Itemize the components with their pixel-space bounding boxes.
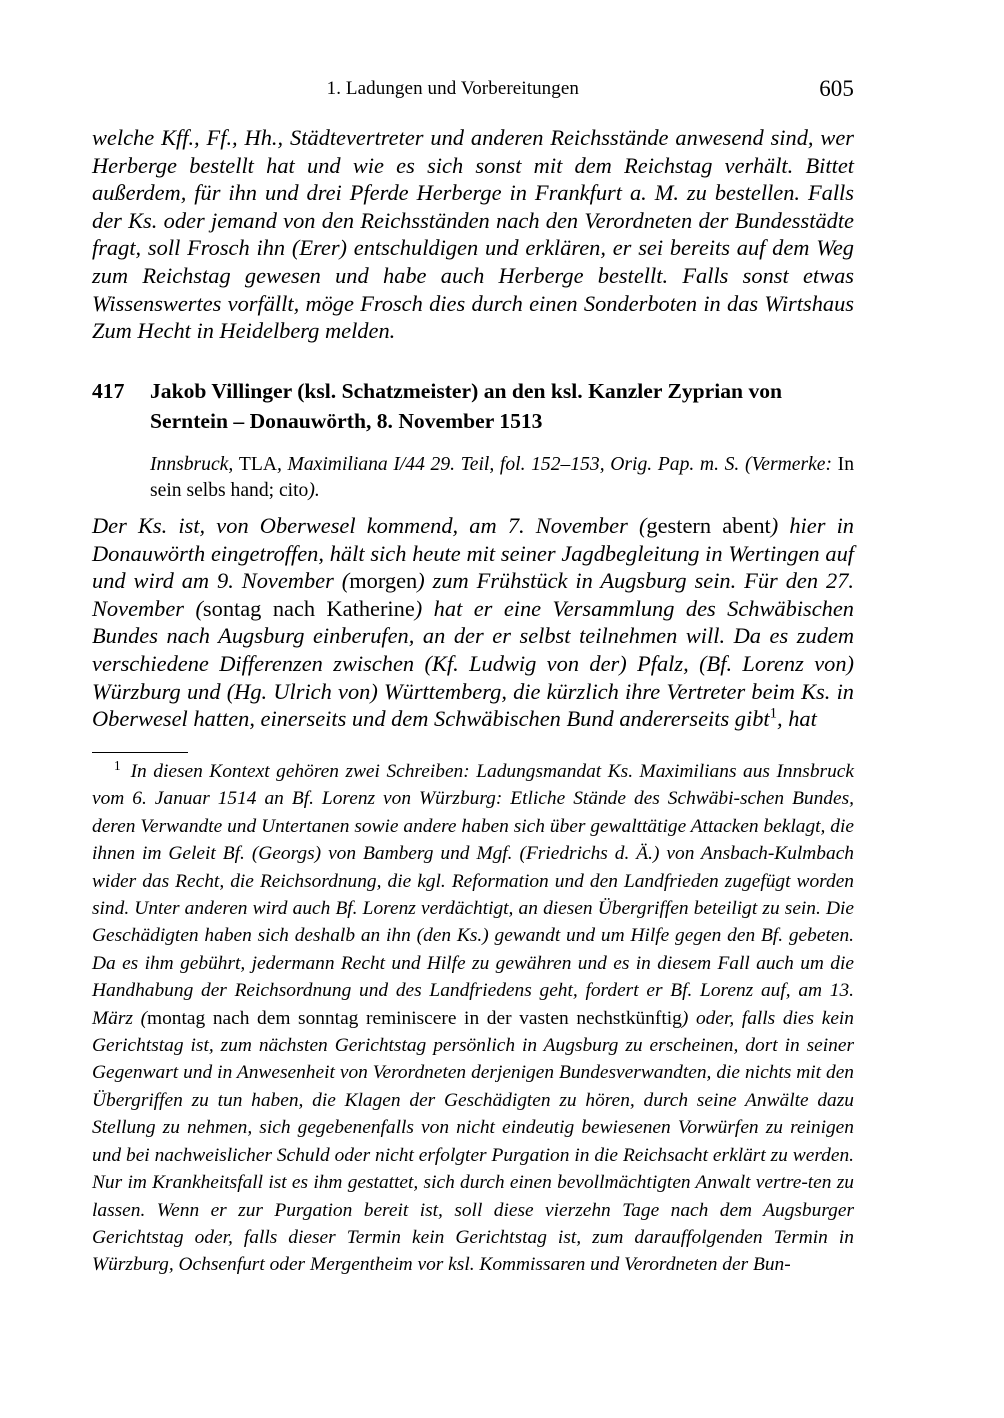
running-head [92, 76, 854, 104]
quoted-source-text: TLA [238, 454, 277, 475]
text-run: ) zum Frühstück in Augsburg sein. Für den 27. November ( [92, 568, 854, 621]
entry-title: Jakob Villinger (ksl. Schatzmeister) an den ksl. Kanzler Zyprian von Serntein – Donauwörth, 8. November 1513 [150, 379, 783, 433]
text-run: welche Kff., Ff., Hh., Städtevertreter und anderen Reichsstände anwesend sind, wer Herberge bestellt hat und wie es sich sonst mit dem Reichstag verhält. Bittet außerdem, für ihn und drei Pferde Herberge in Frankfurt a. M. zu bestellen. Falls der Ks. oder jemand von den Reichsständen nach den Verordneten der Bundesstädte fragt, soll Frosch ihn (Erer) entschuldigen und erklären, er sei bereits auf dem Weg zum Reichstag gewesen und habe auch Herberge bestellt. Falls sonst etwas Wissenswertes vorfällt, möge Frosch dies durch einen Sonderboten in das Wirtshaus Zum Hecht in Heidelberg melden. [92, 125, 854, 344]
text-run: Innsbruck, [150, 454, 239, 475]
archival-citation [150, 452, 854, 504]
footnote-body [92, 761, 854, 1275]
text-run: ) hat er eine Versammlung des Schwäbischen Bundes nach Augsburg einberufen, an der er selbst teilnehmen will. Da es zudem verschiedene Differenzen zwischen (Kf. Ludwig von der) Pfalz, (Bf. Lorenz von) Würzburg und (Hg. Ulrich von) Württemberg, die kürzlich ihre Vertreter beim Ks. in Oberwesel hatten, einerseits und dem Schwäbischen Bund andererseits gibt [92, 595, 855, 732]
footnote-1 [92, 758, 854, 1279]
page-number: 605 [819, 76, 854, 101]
footnote-reference[interactable]: 1 [769, 705, 778, 722]
footnote-separator-rule [92, 752, 188, 753]
regest-paragraph [92, 512, 854, 733]
quoted-source-text: sontag nach Katherine [202, 595, 415, 621]
text-run: , Maximiliana I/44 29. Teil, fol. 152–153, Orig. Pap. m. S. (Vermerke: [277, 454, 838, 475]
text-run: ) oder, falls dies kein Gerichtstag ist, zum nächsten Gerichtstag persönlich in Augsburg zu erscheinen, dort in seiner Gegenwart und in Anwesenheit von Verordneten derjenigen Bundesverwandten, die nichts mit den Übergriffen zu tun haben, die Klagen der Geschädigten zu hören, durch seine Anwälte dazu Stellung zu nehmen, sich gegebenenfalls von nicht eindeutig bewiesenen Vorwürfen zu reinigen und bei nachweislicher Schuld oder nicht erfolgter Purgation in die Reichsacht erklärt zu werden. Nur im Krankheitsfall ist es ihm gestattet, sich durch einen bevollmächtigten Anwalt vertre-ten zu lassen. Wenn er zur Purgation bereit ist, soll diese vierzehn Tage nach dem Augsburger Gerichtstag oder, falls dieser Termin kein Gerichtstag ist, zum darauffolgenden Termin in Würzburg, Ochsenfurt oder Mergentheim vor ksl. Kommissaren und Verordneten der Bun- [92, 1007, 855, 1276]
quoted-source-text: morgen [349, 568, 418, 594]
running-head-title: 1. Ladungen und Vorbereitungen [326, 78, 580, 99]
quoted-source-text: gestern abent [646, 513, 771, 538]
entry-heading [92, 376, 854, 436]
entry-number: 417 [92, 379, 125, 403]
text-run: , hat [777, 706, 817, 732]
quoted-source-text: montag nach dem sonntag reminiscere in der vasten nechstkünftig [147, 1007, 682, 1029]
text-run: Der Ks. ist, von Oberwesel kommend, am 7. November ( [92, 513, 647, 538]
quoted-source-text: In sein selbs hand; cito [150, 454, 854, 501]
document-page [92, 0, 854, 1418]
footnote-marker: 1 [114, 757, 121, 773]
text-run: In diesen Kontext gehören zwei Schreiben: Ladungsmandat Ks. Maximilians aus Innsbruck vom 6. Januar 1514 an Bf. Lorenz von Würzburg: Etliche Stände des Schwäbi-schen Bundes, deren Verwandte und Untertanen sowie andere haben sich über gewalttätige Attacken beklagt, die ihnen im Geleit Bf. (Georgs) von Bamberg und Mgf. (Friedrichs d. Ä.) von Ansbach-Kulmbach wider das Recht, die Reichsordnung, die kgl. Reformation und den Landfrieden zugefügt worden sind. Unter anderen wird auch Bf. Lorenz verdächtigt, an diesen Übergriffen beteiligt zu sein. Die Geschädigten haben sich deshalb an ihn (den Ks.) gewandt und um Hilfe gegen den Bf. gebeten. Da es ihm gebührt, jedermann Recht und Hilfe zu gewähren und es in diesem Fall auch um die Handhabung der Reichsordnung und des Landfriedens geht, fordert er Bf. Lorenz auf, am 13. März ( [92, 761, 854, 1029]
text-run: ) hier in Donauwörth eingetroffen, hält sich heute mit seiner Jagdbegleitung in Wertingen auf und wird am 9. November ( [92, 513, 855, 594]
intro-paragraph [92, 124, 854, 345]
text-run: ). [308, 480, 320, 501]
